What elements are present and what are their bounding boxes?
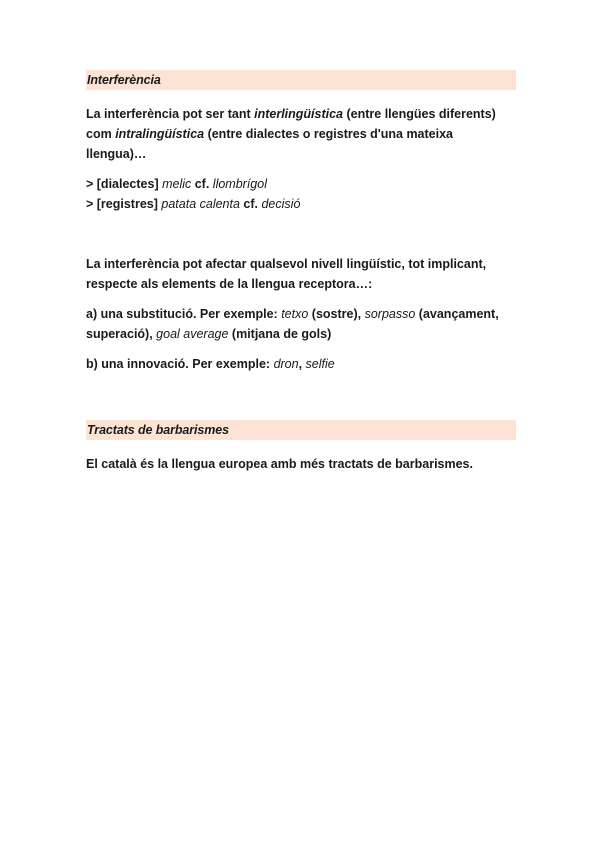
example-registres: > [registres] patata calenta cf. decisió	[86, 197, 301, 211]
item-b-innovacio: b) una innovació. Per exemple: dron, selfie	[86, 357, 335, 371]
section-heading-tractats: Tractats de barbarismes	[86, 420, 516, 440]
document-page	[86, 70, 516, 474]
example-dialectes: > [dialectes] melic cf. llombrígol	[86, 177, 267, 191]
paragraph-nivell: La interferència pot afectar qualsevol nivell lingüístic, tot implicant, respecte als elements de la llengua receptora…:	[86, 257, 487, 291]
item-a-substitucio: a) una substitució. Per exemple: tetxo (sostre), sorpasso (avançament, superació), goal average (mitjana de gols)	[86, 307, 499, 341]
section-heading-interferencia: Interferència	[86, 70, 516, 90]
intro-paragraph: La interferència pot ser tant interlingüística (entre llengües diferents) com intralingüística (entre dialectes o registres d'una mateixa llengua)…	[86, 107, 496, 161]
paragraph-tractats: El català és la llengua europea amb més tractats de barbarismes.	[86, 457, 473, 471]
